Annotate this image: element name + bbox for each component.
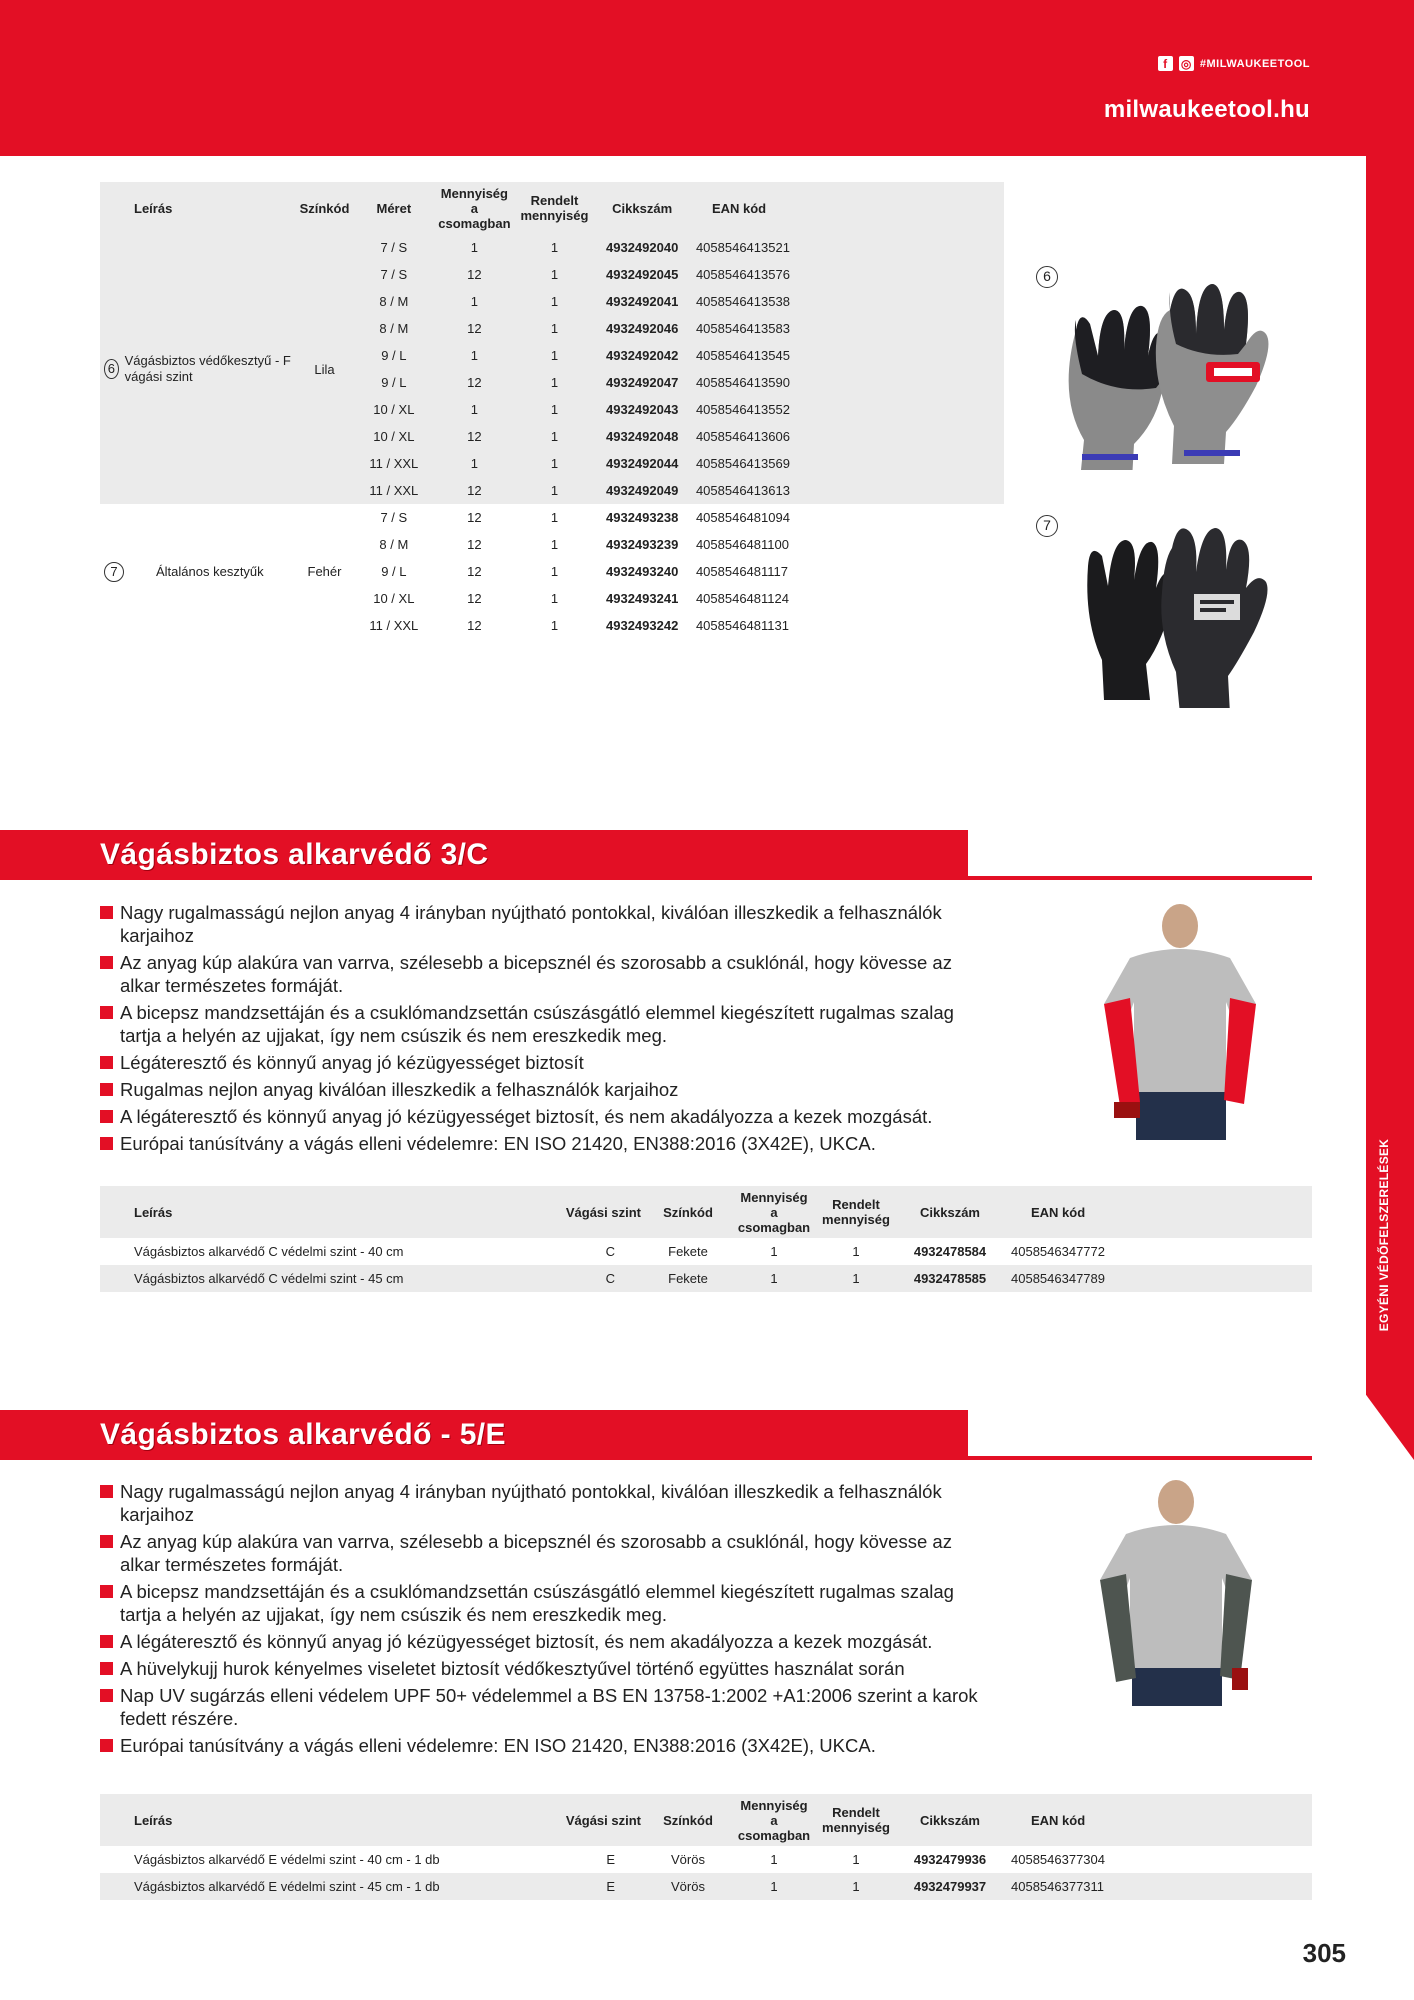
sleeve-3c-image — [1090, 902, 1268, 1140]
col-header-description: Leírás — [134, 1812, 173, 1828]
row-order-qty: 1 — [550, 510, 559, 525]
row-color: Fehér — [307, 564, 342, 579]
row-pack-qty: 1 — [770, 1879, 778, 1894]
cut-resistant-glove-image — [1058, 270, 1280, 470]
section2-feature-list — [100, 1480, 980, 1761]
row-order-qty: 1 — [550, 483, 559, 498]
row-spacer — [809, 558, 1004, 585]
row-pack-qty: 12 — [467, 483, 482, 498]
row-spacer — [809, 612, 1004, 639]
col-header-article: Cikkszám — [920, 1204, 980, 1220]
item-number-badge: 6 — [104, 359, 119, 379]
row-order-qty: 1 — [550, 429, 559, 444]
section1-feature-list — [100, 901, 980, 1159]
row-pack-qty: 12 — [467, 267, 482, 282]
row-description: Vágásbiztos alkarvédő C védelmi szint - 45 cm — [134, 1271, 404, 1286]
row-article: 4932493238 — [606, 510, 679, 525]
row-description — [100, 234, 296, 504]
feature-bullet: Rugalmas nejlon anyag kiválóan illeszkedik a felhasználók karjaihoz — [100, 1078, 980, 1101]
general-glove-image — [1074, 512, 1274, 708]
row-order-qty: 1 — [550, 267, 559, 282]
row-article: 4932493240 — [606, 564, 679, 579]
row-size: 11 / XXL — [369, 456, 419, 471]
table-row — [100, 1846, 1312, 1873]
row-article: 4932492042 — [606, 348, 679, 363]
row-spacer — [809, 450, 1004, 477]
col-header-cut-level: Vágási szint — [565, 1812, 641, 1828]
facebook-icon[interactable]: f — [1158, 56, 1173, 71]
feature-bullet: A bicepsz mandzsettáján és a csuklómandzsettán csúszásgátló elemmel kiegészített rugalmas szalag tartja a helyén az ujjakat, így nem csúszik és nem ereszkedik meg. — [100, 1580, 980, 1626]
row-spacer — [809, 477, 1004, 504]
row-ean: 4058546413552 — [695, 402, 790, 417]
row-description: Vágásbiztos alkarvédő C védelmi szint - 40 cm — [134, 1244, 404, 1259]
row-size: 9 / L — [381, 348, 407, 363]
row-spacer — [809, 234, 1004, 261]
row-pack-qty: 12 — [467, 429, 482, 444]
row-color: Lila — [314, 361, 335, 377]
col-header-article: Cikkszám — [920, 1812, 980, 1828]
row-article: 4932492047 — [606, 375, 679, 390]
row-pack-qty: 1 — [470, 402, 478, 417]
row-ean: 4058546377311 — [1011, 1879, 1105, 1894]
row-pack-qty: 1 — [470, 456, 478, 471]
row-ean: 4058546377304 — [1011, 1852, 1105, 1867]
row-order-qty: 1 — [550, 564, 559, 579]
col-header-description: Leírás — [134, 200, 173, 216]
row-article: 4932492046 — [606, 321, 679, 336]
item-number-badge: 7 — [104, 562, 124, 582]
sleeve-5e-image — [1086, 1478, 1264, 1706]
row-ean: 4058546481117 — [695, 564, 788, 579]
table-header-row — [100, 182, 1004, 234]
sleeve-5e-table — [100, 1794, 1312, 1900]
row-order-qty: 1 — [852, 1244, 860, 1259]
row-ean: 4058546413538 — [695, 294, 790, 309]
table-header-row — [100, 1794, 1312, 1846]
col-header-cut-level: Vágási szint — [565, 1204, 641, 1220]
row-spacer — [809, 261, 1004, 288]
row-article: 4932492040 — [606, 240, 679, 255]
row-order-qty: 1 — [550, 294, 559, 309]
row-description: Vágásbiztos alkarvédő E védelmi szint - 45 cm - 1 db — [134, 1879, 440, 1894]
row-order-qty: 1 — [852, 1879, 860, 1894]
row-article: 4932479937 — [913, 1879, 987, 1894]
side-category-label: EGYÉNI VÉDŐFELSZERELÉSEK — [1377, 1138, 1391, 1332]
row-ean: 4058546347772 — [1011, 1244, 1105, 1259]
row-pack-qty: 1 — [470, 294, 478, 309]
row-pack-qty: 12 — [467, 375, 482, 390]
section2-title: Vágásbiztos alkarvédő - 5/E — [100, 1418, 506, 1451]
col-header-ean: EAN kód — [1031, 1812, 1086, 1828]
row-pack-qty: 12 — [467, 510, 482, 525]
row-pack-qty: 12 — [467, 591, 482, 606]
row-ean: 4058546413576 — [695, 267, 790, 282]
glove-badge-6: 6 — [1036, 266, 1058, 288]
row-cut-level: C — [605, 1271, 615, 1286]
feature-bullet: Európai tanúsítvány a vágás elleni védelemre: EN ISO 21420, EN388:2016 (3X42E), UKCA. — [100, 1132, 980, 1155]
row-size: 10 / XL — [373, 429, 415, 444]
row-cut-level: C — [605, 1244, 615, 1259]
row-order-qty: 1 — [550, 402, 559, 417]
row-order-qty: 1 — [550, 591, 559, 606]
row-order-qty: 1 — [550, 537, 559, 552]
row-color: Vörös — [671, 1852, 705, 1867]
row-size: 8 / M — [379, 537, 409, 552]
row-article: 4932493242 — [606, 618, 679, 633]
row-spacer — [809, 423, 1004, 450]
sleeve-3c-table — [100, 1186, 1312, 1292]
table-row — [100, 504, 1004, 531]
row-article: 4932492041 — [606, 294, 679, 309]
row-ean: 4058546413521 — [695, 240, 790, 255]
row-pack-qty: 12 — [467, 564, 482, 579]
row-ean: 4058546413613 — [695, 483, 790, 498]
row-article: 4932492049 — [606, 483, 679, 498]
col-header-color: Színkód — [663, 1204, 713, 1220]
row-article: 4932493241 — [606, 591, 679, 606]
col-header-order-qty: Rendelt mennyiség — [822, 1197, 890, 1227]
page-number: 305 — [1302, 1938, 1346, 1968]
row-pack-qty: 1 — [770, 1271, 778, 1286]
row-pack-qty: 1 — [770, 1852, 778, 1867]
row-color: Fekete — [668, 1271, 708, 1286]
feature-bullet: Légáteresztő és könnyű anyag jó kézügyességet biztosít — [100, 1051, 980, 1074]
col-header-order-qty: Rendelt mennyiség — [520, 193, 589, 223]
row-article: 4932478585 — [913, 1271, 987, 1286]
row-article: 4932492048 — [606, 429, 679, 444]
glove-spec-table — [100, 182, 1004, 639]
row-spacer — [809, 396, 1004, 423]
row-cut-level: E — [606, 1852, 615, 1867]
row-spacer — [809, 288, 1004, 315]
col-header-pack-qty: Mennyiség a csomagban — [737, 1189, 811, 1235]
row-order-qty: 1 — [550, 348, 559, 363]
feature-bullet: A légáteresztő és könnyű anyag jó kézügyességet biztosít, és nem akadályozza a kezek mozgását. — [100, 1105, 980, 1128]
row-size: 9 / L — [381, 564, 407, 579]
row-pack-qty: 12 — [467, 537, 482, 552]
row-ean: 4058546481131 — [695, 618, 789, 633]
description-wrap — [104, 353, 292, 385]
table-row — [100, 1265, 1312, 1292]
row-size: 8 / M — [379, 321, 409, 336]
feature-bullet: A légáteresztő és könnyű anyag jó kézügyességet biztosít, és nem akadályozza a kezek mozgását. — [100, 1630, 980, 1653]
row-spacer — [809, 342, 1004, 369]
row-spacer — [809, 369, 1004, 396]
col-header-color: Színkód — [299, 200, 350, 216]
row-order-qty: 1 — [550, 240, 559, 255]
col-header-ean: EAN kód — [1031, 1204, 1086, 1220]
row-article: 4932493239 — [606, 537, 679, 552]
col-header-description: Leírás — [134, 1204, 173, 1220]
row-size: 11 / XXL — [369, 618, 419, 633]
col-header-pack-qty: Mennyiség a csomagban — [737, 1797, 811, 1843]
row-ean: 4058546347789 — [1011, 1271, 1105, 1286]
row-spacer — [809, 531, 1004, 558]
section2-rule — [968, 1456, 1312, 1460]
row-pack-qty: 1 — [770, 1244, 778, 1259]
col-header-ean: EAN kód — [711, 200, 767, 216]
table-row — [100, 234, 1004, 261]
row-article: 4932492043 — [606, 402, 679, 417]
row-order-qty: 1 — [550, 375, 559, 390]
table-header-row — [100, 1186, 1312, 1238]
section1-rule — [968, 876, 1312, 880]
feature-bullet: Az anyag kúp alakúra van varrva, szélesebb a bicepsznél és szorosabb a csuklónál, hogy kövesse az alkar természetes formáját. — [100, 1530, 980, 1576]
row-size: 7 / S — [380, 267, 408, 282]
row-size: 7 / S — [380, 510, 408, 525]
feature-bullet: Nagy rugalmasságú nejlon anyag 4 irányban nyújtható pontokkal, kiválóan illeszkedik a felhasználók karjaihoz — [100, 901, 980, 947]
row-size: 11 / XXL — [369, 483, 419, 498]
row-article: 4932492045 — [606, 267, 679, 282]
row-ean: 4058546481094 — [695, 510, 790, 525]
row-order-qty: 1 — [852, 1271, 860, 1286]
row-spacer — [809, 504, 1004, 531]
row-cut-level: E — [606, 1879, 615, 1894]
row-pack-qty: 12 — [467, 618, 482, 633]
row-article: 4932492044 — [606, 456, 679, 471]
row-ean: 4058546413590 — [695, 375, 790, 390]
row-pack-qty: 1 — [470, 240, 478, 255]
row-size: 10 / XL — [373, 402, 415, 417]
row-order-qty: 1 — [550, 321, 559, 336]
item-description: Vágásbiztos védőkesztyű - F vágási szint — [124, 353, 291, 384]
feature-bullet: Európai tanúsítvány a vágás elleni védelemre: EN ISO 21420, EN388:2016 (3X42E), UKCA. — [100, 1734, 980, 1757]
row-ean: 4058546413569 — [695, 456, 790, 471]
row-order-qty: 1 — [852, 1852, 860, 1867]
row-ean: 4058546413583 — [695, 321, 790, 336]
table-row — [100, 1238, 1312, 1265]
hashtag: #MILWAUKEETOOL — [1199, 57, 1310, 70]
social-bar — [1158, 56, 1310, 71]
table-row — [100, 1873, 1312, 1900]
col-header-pack-qty: Mennyiség a csomagban — [438, 185, 511, 231]
row-article: 4932479936 — [913, 1852, 987, 1867]
row-spacer — [809, 585, 1004, 612]
glove-badge-7: 7 — [1036, 515, 1058, 537]
row-color: Fekete — [668, 1244, 708, 1259]
col-header-size: Méret — [376, 200, 412, 216]
row-description: Vágásbiztos alkarvédő E védelmi szint - 40 cm - 1 db — [134, 1852, 440, 1867]
instagram-icon[interactable]: ◎ — [1179, 56, 1194, 71]
site-url[interactable]: milwaukeetool.hu — [1103, 96, 1310, 123]
row-size: 7 / S — [380, 240, 408, 255]
row-ean: 4058546413545 — [695, 348, 790, 363]
section1-title: Vágásbiztos alkarvédő 3/C — [100, 838, 489, 871]
row-article: 4932478584 — [913, 1244, 987, 1259]
header-band — [0, 0, 1414, 156]
row-pack-qty: 12 — [467, 321, 482, 336]
row-order-qty: 1 — [550, 456, 559, 471]
row-ean: 4058546413606 — [695, 429, 790, 444]
description-wrap — [104, 562, 292, 582]
feature-bullet: Az anyag kúp alakúra van varrva, szélesebb a bicepsznél és szorosabb a csuklónál, hogy kövesse az alkar természetes formáját. — [100, 951, 980, 997]
row-color: Vörös — [671, 1879, 705, 1894]
feature-bullet: A bicepsz mandzsettáján és a csuklómandzsettán csúszásgátló elemmel kiegészített rugalmas szalag tartja a helyén az ujjakat, így nem csúszik és nem ereszkedik meg. — [100, 1001, 980, 1047]
row-size: 9 / L — [381, 375, 407, 390]
row-ean: 4058546481100 — [695, 537, 789, 552]
col-header-color: Színkód — [663, 1812, 713, 1828]
feature-bullet: A hüvelykujj hurok kényelmes viseletet biztosít védőkesztyűvel történő együttes használat során — [100, 1657, 980, 1680]
col-header-order-qty: Rendelt mennyiség — [822, 1805, 890, 1835]
item-description: Általános kesztyűk — [156, 563, 264, 579]
feature-bullet: Nap UV sugárzás elleni védelem UPF 50+ védelemmel a BS EN 13758-1:2002 +A1:2006 szerint a karok fedett részére. — [100, 1684, 980, 1730]
row-order-qty: 1 — [550, 618, 559, 633]
feature-bullet: Nagy rugalmasságú nejlon anyag 4 irányban nyújtható pontokkal, kiválóan illeszkedik a felhasználók karjaihoz — [100, 1480, 980, 1526]
row-spacer — [809, 315, 1004, 342]
row-ean: 4058546481124 — [695, 591, 789, 606]
row-pack-qty: 1 — [470, 348, 478, 363]
row-description — [100, 504, 296, 639]
row-size: 10 / XL — [373, 591, 415, 606]
row-size: 8 / M — [379, 294, 409, 309]
col-header-article: Cikkszám — [612, 200, 673, 216]
